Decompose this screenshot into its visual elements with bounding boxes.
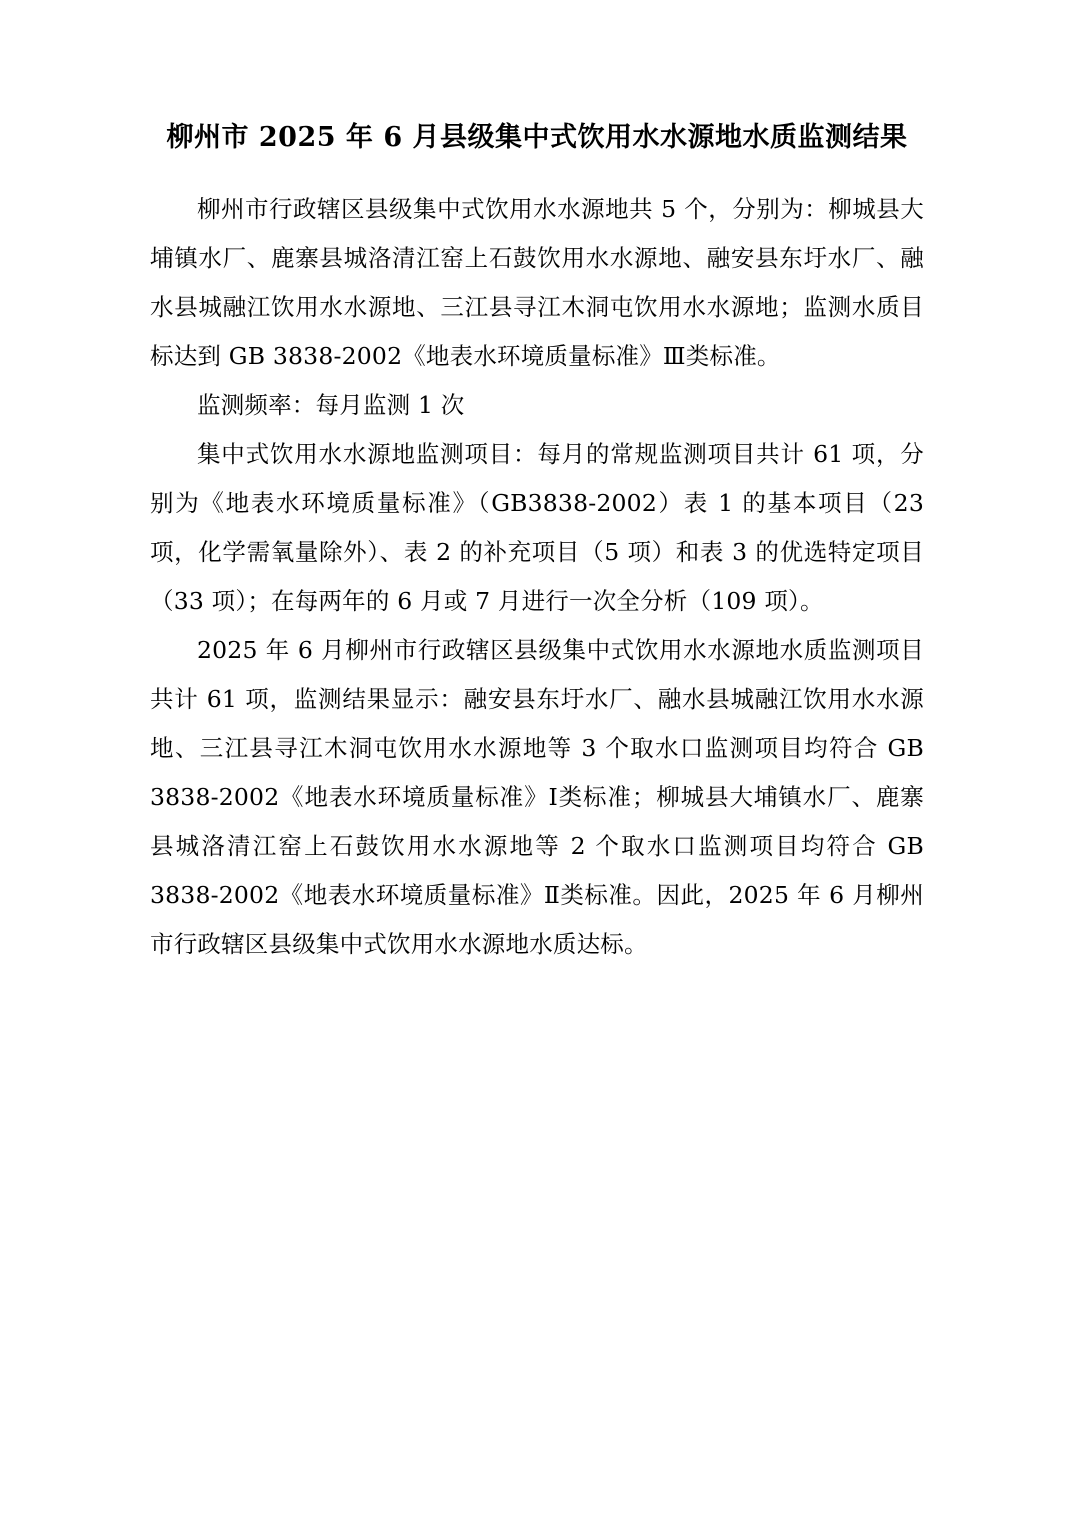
paragraph-monitoring-items: 集中式饮用水水源地监测项目：每月的常规监测项目共计 61 项，分别为《地表水环境质量标准》（GB3838-2002）表 1 的基本项目（23 项，化学需氧量除外）、表 2 的补充项目（5 项）和表 3 的优选特定项目（33 项）；在每两年的 6 月或 7 月进行一次全分析（109 项）。 [150,439,924,615]
document-body [150,185,924,969]
paragraph-monitoring-results: 2025 年 6 月柳州市行政辖区县级集中式饮用水水源地水质监测项目共计 61 项，监测结果显示：融安县东圩水厂、融水县城融江饮用水水源地、三江县寻江木洞屯饮用水水源地等 3 个取水口监测项目均符合 GB 3838-2002《地表水环境质量标准》Ⅰ类标准；柳城县大埔镇水厂、鹿寨县城洛清江窑上石鼓饮用水水源地等 2 个取水口监测项目均符合 GB 3838-2002《地表水环境质量标准》Ⅱ类标准。因此，2025 年 6 月柳州市行政辖区县级集中式饮用水水源地水质达标。 [150,635,924,958]
paragraph-monitoring-frequency: 监测频率：每月监测 1 次 [197,390,465,419]
page-title: 柳州市 2025 年 6 月县级集中式饮用水水源地水质监测结果 [166,122,908,153]
paragraph-water-source-list: 柳州市行政辖区县级集中式饮用水水源地共 5 个，分别为：柳城县大埔镇水厂、鹿寨县城洛清江窑上石鼓饮用水水源地、融安县东圩水厂、融水县城融江饮用水水源地、三江县寻江木洞屯饮用水水源地；监测水质目标达到 GB 3838-2002《地表水环境质量标准》Ⅲ类标准。 [150,194,924,370]
